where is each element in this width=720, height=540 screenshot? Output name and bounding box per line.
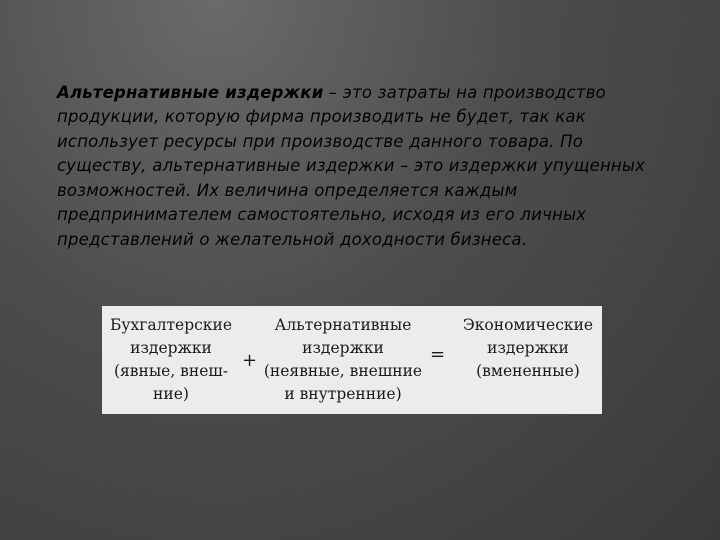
- accounting-costs-line: издержки: [130, 339, 212, 357]
- alternative-costs-line: (неявные, внешние: [263, 362, 423, 380]
- economic-costs-line: (вмененные): [476, 362, 580, 380]
- alternative-costs-line: издержки: [302, 339, 384, 357]
- definition-body: – это затраты на производство продукции, которую фирма производить не будет, так как использует ресурсы при производстве данного товара. По существу, альтернативные издержки – это издержки упущенных возможностей. Их величина определяется каждым предпринимателем самостоятельно, исходя из его личных представлений о желательной доходности бизнеса.: [57, 82, 646, 249]
- plus-sign: +: [242, 350, 258, 371]
- alternative-costs-block: [258, 314, 428, 406]
- economic-costs-line: Экономические: [462, 316, 594, 334]
- economic-costs-line: издержки: [487, 339, 569, 357]
- equals-sign: =: [430, 344, 446, 365]
- alternative-costs-line: Альтернативные: [274, 316, 412, 334]
- alternative-costs-line: и внутренние): [284, 385, 402, 403]
- definition-paragraph: [57, 81, 667, 253]
- accounting-costs-line: (явные, внеш-: [113, 362, 229, 380]
- economic-costs-block: [458, 314, 598, 383]
- cost-formula-image: [102, 306, 602, 414]
- definition-term: Альтернативные издержки: [57, 82, 324, 102]
- accounting-costs-line: ние): [153, 385, 189, 403]
- accounting-costs-line: Бухгалтерские: [109, 316, 232, 334]
- accounting-costs-block: [106, 314, 236, 406]
